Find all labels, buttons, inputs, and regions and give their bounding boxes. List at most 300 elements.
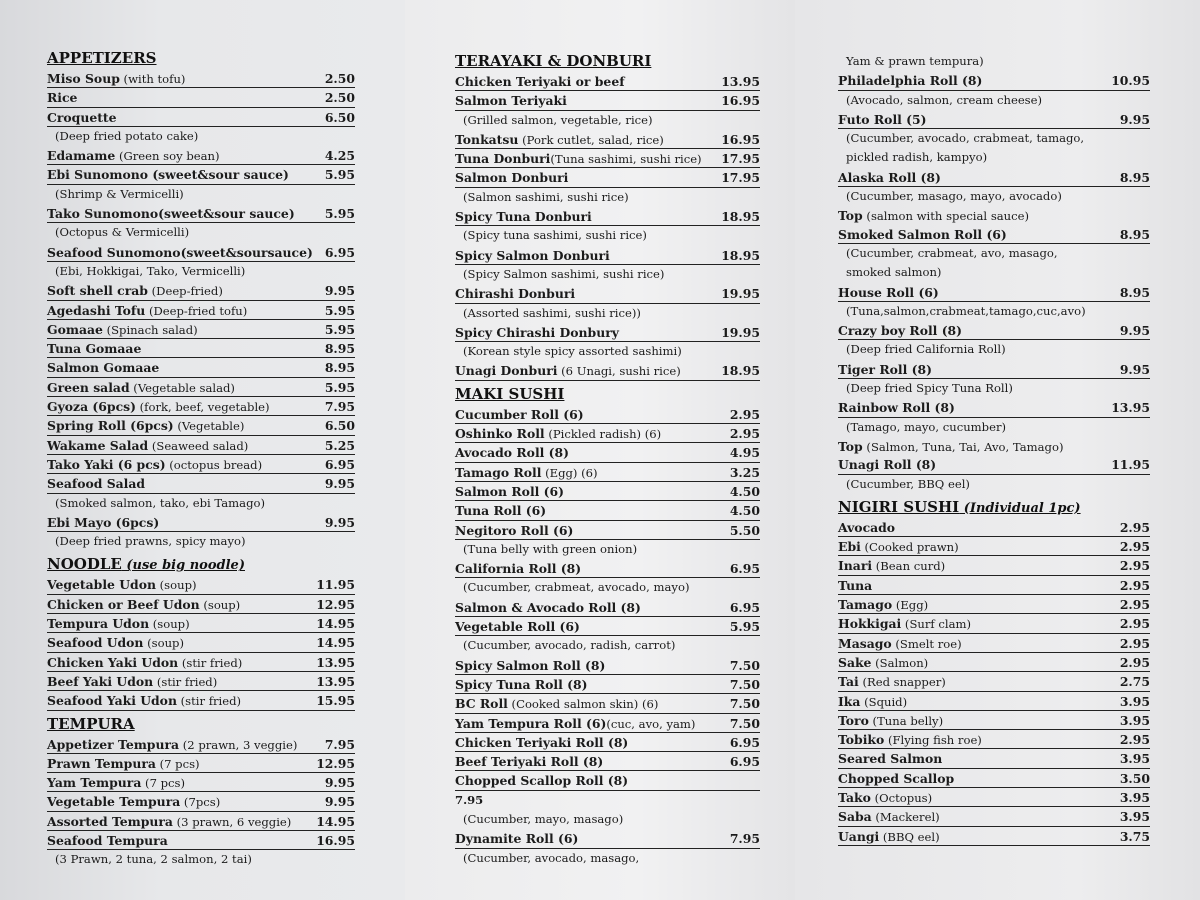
section-heading — [47, 713, 355, 735]
menu-item — [455, 130, 760, 149]
item-price: 18.95 — [721, 247, 760, 263]
item-detail: (Pickled radish) (6) — [544, 427, 662, 442]
item-price: 5.25 — [324, 437, 355, 453]
menu-item — [47, 243, 355, 262]
item-price: 14.95 — [316, 616, 355, 632]
menu-item — [838, 71, 1150, 90]
menu-item — [838, 672, 1150, 691]
menu-item — [838, 614, 1150, 633]
item-price: 16.95 — [721, 93, 760, 109]
item-name: Crazy boy Roll (8) — [838, 323, 963, 339]
item-name: Agedashi Tofu — [47, 302, 146, 318]
menu-item — [455, 771, 760, 790]
item-name: Tuna Donburi — [455, 151, 551, 167]
item-name: BC Roll — [455, 696, 508, 712]
item-detail: (Cooked prawn) — [860, 540, 959, 555]
menu-item — [455, 424, 760, 443]
item-price: 12.95 — [316, 755, 355, 771]
item-price: 2.95 — [1119, 616, 1150, 632]
item-detail: (Deep-fried tofu) — [145, 303, 248, 318]
menu-item — [838, 321, 1150, 340]
item-price: 16.95 — [316, 832, 355, 848]
item-detail: (Surf clam) — [901, 617, 972, 632]
item-name: Salmon Gomaae — [47, 360, 160, 376]
item-name: Futo Roll (5) — [838, 111, 927, 127]
section-heading — [47, 47, 355, 69]
menu-item — [455, 752, 760, 771]
item-name: Chicken Yaki Udon — [47, 654, 179, 670]
item-detail: (Seaweed salad) — [148, 438, 249, 453]
item-name: Seafood Salad — [47, 476, 146, 492]
item-name: Avocado — [838, 519, 896, 535]
item-price: 7.95 — [324, 399, 355, 415]
item-detail: (Deep-fried) — [147, 284, 223, 299]
menu-item — [838, 537, 1150, 556]
item-description: (3 Prawn, 2 tuna, 2 salmon, 2 tai) — [55, 852, 252, 867]
item-price: 8.95 — [1119, 284, 1150, 300]
item-price: 2.95 — [1119, 539, 1150, 555]
item-detail: (Tuna belly) — [868, 713, 944, 728]
item-name: Ebi Sunomono (sweet&sour sauce) — [47, 167, 289, 183]
item-description: (Grilled salmon, vegetable, rice) — [463, 112, 653, 127]
item-price: 13.95 — [1111, 400, 1150, 416]
item-price: 2.95 — [1119, 654, 1150, 670]
menu-item — [47, 614, 355, 633]
item-name: Rice — [47, 90, 78, 106]
item-detail: (2 prawn, 3 veggie) — [179, 737, 298, 752]
item-price: 19.95 — [721, 324, 760, 340]
item-price: 7.50 — [729, 696, 760, 712]
item-price: 13.95 — [721, 74, 760, 89]
section-heading — [47, 553, 355, 575]
item-description: 7.95 — [455, 792, 484, 807]
item-description: (Tamago, mayo, cucumber) — [846, 419, 1007, 434]
item-price: 18.95 — [721, 363, 760, 379]
item-detail: (Egg) — [892, 598, 929, 613]
item-name: Chicken or Beef Udon — [47, 596, 200, 612]
menu-item — [47, 339, 355, 358]
item-price: 7.50 — [729, 715, 760, 731]
menu-item — [47, 474, 355, 493]
item-price: 8.95 — [324, 360, 355, 376]
section-heading — [455, 383, 760, 405]
item-name: Salmon Roll (6) — [455, 483, 565, 499]
item-price: 2.95 — [1119, 635, 1150, 651]
item-name: Tai — [838, 674, 859, 690]
item-name: Seafood Yaki Udon — [47, 693, 177, 709]
item-description: (Deep fried California Roll) — [846, 342, 1006, 357]
item-name: Beef Yaki Udon — [47, 673, 154, 689]
item-price: 2.50 — [324, 90, 355, 106]
item-description: (Avocado, salmon, cream cheese) — [846, 92, 1043, 107]
menu-item — [47, 301, 355, 320]
menu-item — [47, 672, 355, 691]
item-price: 6.50 — [324, 109, 355, 125]
item-price: 4.50 — [729, 483, 760, 499]
item-price: 3.50 — [1119, 770, 1150, 786]
menu-item — [838, 634, 1150, 653]
item-price: 2.75 — [1119, 674, 1150, 690]
item-price: 17.95 — [721, 151, 760, 167]
item-name: Vegetable Roll (6) — [455, 619, 580, 635]
item-price: 4.50 — [729, 503, 760, 519]
menu-item — [47, 831, 355, 850]
item-detail: (stir fried) — [178, 655, 243, 670]
item-name: Philadelphia Roll (8) — [838, 73, 983, 89]
menu-item — [47, 455, 355, 474]
menu-item — [838, 283, 1150, 302]
item-price: 13.95 — [316, 654, 355, 670]
item-name: Tako Sunomono(sweet&sour sauce) — [47, 206, 295, 222]
section-title: MAKI SUSHI — [455, 384, 565, 403]
section-title: TEMPURA — [47, 714, 135, 733]
item-name: Miso Soup — [47, 71, 120, 86]
item-name: Chopped Scallop — [838, 770, 955, 786]
item-price: 2.95 — [1119, 519, 1150, 535]
item-price: 2.95 — [1119, 597, 1150, 613]
item-detail: (Flying fish roe) — [884, 733, 982, 748]
item-price: 2.95 — [1119, 577, 1150, 593]
menu-item — [47, 281, 355, 300]
menu-item — [47, 204, 355, 223]
item-name: Dynamite Roll (6) — [455, 831, 579, 847]
item-description: (Smoked salmon, tako, ebi Tamago) — [55, 495, 266, 510]
item-price: 4.25 — [324, 148, 355, 164]
item-description: (Deep fried potato cake) — [55, 128, 199, 143]
section-title: TERAYAKI & DONBURI — [455, 52, 652, 70]
menu-item — [455, 207, 760, 226]
item-price: 2.95 — [729, 426, 760, 442]
item-name: Appetizer Tempura — [47, 736, 180, 752]
item-price: 3.95 — [1119, 712, 1150, 728]
item-price: 12.95 — [316, 596, 355, 612]
item-price: 4.95 — [729, 445, 760, 461]
section-heading — [838, 496, 1150, 518]
menu-item — [838, 769, 1150, 788]
section-heading — [455, 50, 760, 72]
item-name: Gyoza (6pcs) — [47, 399, 136, 415]
menu-item — [47, 358, 355, 377]
item-detail: (Tuna sashimi, sushi rice) — [550, 152, 702, 167]
item-detail: (soup) — [143, 636, 185, 651]
item-description: smoked salmon) — [846, 265, 942, 280]
item-name: Seafood Sunomono(sweet&soursauce) — [47, 244, 313, 260]
item-description: (Cucumber, crabmeat, avo, masago, — [846, 245, 1058, 260]
menu-item — [455, 501, 760, 520]
item-name: Yam Tempura Roll (6) — [455, 715, 607, 731]
item-price: 14.95 — [316, 813, 355, 829]
item-price: 16.95 — [721, 131, 760, 147]
item-description: (Cucumber, avocado, radish, carrot) — [463, 638, 676, 653]
item-detail: (7pcs) — [180, 795, 221, 810]
item-name: Spicy Tuna Donburi — [455, 209, 592, 225]
item-name: Tiger Roll (8) — [838, 361, 932, 377]
item-price: 3.95 — [1119, 789, 1150, 805]
item-name: Cucumber Roll (6) — [455, 406, 584, 422]
item-name: Alaska Roll (8) — [838, 169, 941, 185]
item-detail: (fork, beef, vegetable) — [135, 400, 270, 415]
item-detail: (Vegetable) — [173, 419, 245, 434]
section-subtitle: (Individual 1pc) — [959, 500, 1081, 516]
item-name: Salmon Donburi — [455, 170, 569, 186]
item-name: Chirashi Donburi — [455, 286, 576, 302]
item-name: Saba — [838, 809, 872, 825]
item-price: 5.95 — [324, 167, 355, 183]
item-price: 2.50 — [324, 71, 355, 86]
item-price: 6.95 — [729, 599, 760, 615]
menu-item — [47, 812, 355, 831]
item-name: Tuna — [838, 577, 873, 593]
item-name: Smoked Salmon Roll (6) — [838, 226, 1007, 242]
item-price: 10.95 — [1111, 73, 1150, 89]
item-name: California Roll (8) — [455, 561, 582, 577]
menu-item — [47, 320, 355, 339]
item-price: 5.95 — [324, 379, 355, 395]
menu-item — [838, 518, 1150, 537]
item-detail: (Salmon) — [871, 655, 929, 670]
item-name: Assorted Tempura — [47, 813, 173, 829]
menu-item — [838, 595, 1150, 614]
item-detail: (stir fried) — [176, 694, 242, 709]
menu-item — [455, 361, 760, 380]
item-detail: (7 pcs) — [141, 776, 186, 791]
menu-item — [455, 463, 760, 482]
item-detail: (cuc, avo, yam) — [606, 716, 696, 731]
menu-item — [47, 792, 355, 811]
item-name: Edamame — [47, 148, 116, 164]
item-price: 2.95 — [729, 406, 760, 422]
menu-item — [838, 749, 1150, 768]
item-description: (Ebi, Hokkigai, Tako, Vermicelli) — [55, 263, 246, 278]
item-name: Gomaae — [47, 321, 103, 337]
menu-item — [838, 206, 1150, 224]
item-detail: (Green soy bean) — [115, 149, 220, 164]
item-detail: (Octopus) — [870, 790, 933, 805]
item-price: 15.95 — [316, 693, 355, 709]
item-price: 6.95 — [324, 456, 355, 472]
item-name: Spicy Chirashi Donbury — [455, 324, 619, 340]
item-detail: (7 pcs) — [155, 756, 200, 771]
menu-item — [47, 416, 355, 435]
item-description: Yam & prawn tempura) — [846, 54, 984, 68]
item-description: (Deep fried Spicy Tuna Roll) — [846, 381, 1013, 396]
item-price: 9.95 — [1119, 111, 1150, 127]
item-name: Negitoro Roll (6) — [455, 522, 574, 538]
item-name: Unagi Donburi — [455, 363, 558, 379]
menu-item — [47, 88, 355, 107]
item-name: Tobiko — [838, 732, 885, 748]
item-price: 14.95 — [316, 635, 355, 651]
item-name: Chopped Scallop Roll (8) — [455, 773, 629, 789]
menu-item — [47, 513, 355, 532]
menu-item — [838, 360, 1150, 379]
item-detail: (Red snapper) — [858, 675, 946, 690]
item-detail: (Bean curd) — [872, 559, 946, 574]
menu-column-1 — [47, 45, 355, 870]
item-description: (Salmon sashimi, sushi rice) — [463, 189, 629, 204]
menu-item — [455, 829, 760, 848]
item-price: 5.50 — [729, 522, 760, 538]
item-price: 9.95 — [324, 283, 355, 299]
item-price: 18.95 — [721, 209, 760, 225]
menu-item — [455, 656, 760, 675]
menu-item — [47, 575, 355, 594]
item-description: (Cucumber, crabmeat, avocado, mayo) — [463, 580, 690, 595]
item-name: Vegetable Udon — [47, 577, 156, 593]
item-detail: (Squid) — [860, 694, 908, 709]
menu-item — [838, 398, 1150, 417]
item-name: Salmon Teriyaki — [455, 93, 567, 109]
item-price: 9.95 — [324, 794, 355, 810]
menu-item — [838, 168, 1150, 187]
item-name: Vegetable Tempura — [47, 794, 181, 810]
menu-item — [838, 556, 1150, 575]
item-name: Masago — [838, 635, 892, 651]
item-name: Tamago Roll — [455, 464, 542, 480]
item-detail: (octopus bread) — [165, 457, 263, 472]
item-price: 5.95 — [729, 619, 760, 635]
menu-item — [455, 482, 760, 501]
item-price: 7.50 — [729, 657, 760, 673]
section-subtitle: (use big noodle) — [121, 558, 245, 574]
item-price: 2.95 — [1119, 732, 1150, 748]
item-price: 6.95 — [729, 754, 760, 770]
item-description: (Shrimp & Vermicelli) — [55, 186, 184, 201]
item-price: 13.95 — [316, 673, 355, 689]
item-name: Top — [838, 438, 863, 454]
item-description: (Assorted sashimi, sushi rice)) — [463, 305, 641, 320]
menu-item — [455, 91, 760, 110]
item-description: (Korean style spicy assorted sashimi) — [463, 344, 682, 359]
menu-item — [47, 633, 355, 652]
menu-item — [455, 246, 760, 265]
menu-column-3 — [838, 52, 1150, 846]
item-price: 5.95 — [324, 321, 355, 337]
item-name: Spicy Salmon Roll (8) — [455, 657, 606, 673]
item-price: 5.95 — [324, 206, 355, 222]
item-name: Tako Yaki (6 pcs) — [47, 456, 166, 472]
menu-item — [47, 69, 355, 88]
item-price: 7.95 — [729, 831, 760, 847]
item-price: 3.95 — [1119, 693, 1150, 709]
item-price: 19.95 — [721, 286, 760, 302]
item-name: Seared Salmon — [838, 751, 943, 767]
menu-item — [47, 754, 355, 773]
item-name: Soft shell crab — [47, 283, 148, 299]
menu-item — [47, 595, 355, 614]
item-name: Tonkatsu — [455, 131, 519, 147]
item-detail: (Vegetable salad) — [129, 380, 235, 395]
item-price: 3.95 — [1119, 751, 1150, 767]
menu-item — [47, 146, 355, 165]
item-detail: (Egg) (6) — [541, 465, 598, 480]
item-name: Top — [838, 208, 863, 224]
item-name: House Roll (6) — [838, 284, 939, 300]
menu-item — [838, 576, 1150, 595]
item-name: Wakame Salad — [47, 437, 149, 453]
item-name: Oshinko Roll — [455, 426, 545, 442]
menu-item — [838, 692, 1150, 711]
item-name: Hokkigai — [838, 616, 902, 632]
item-detail: (salmon with special sauce) — [862, 209, 1030, 224]
menu-item — [455, 694, 760, 713]
menu-item — [47, 691, 355, 710]
item-detail: (Cooked salmon skin) (6) — [507, 697, 659, 712]
menu-item — [838, 711, 1150, 730]
menu-item — [455, 521, 760, 540]
item-name: Chicken Teriyaki or beef — [455, 74, 625, 89]
menu-item — [47, 397, 355, 416]
item-price: 6.95 — [729, 734, 760, 750]
item-name: Prawn Tempura — [47, 755, 156, 771]
menu-item — [838, 827, 1150, 846]
item-name: Unagi Roll (8) — [838, 457, 937, 473]
item-description: (Cucumber, masago, mayo, avocado) — [846, 189, 1062, 204]
item-detail: (BBQ eel) — [879, 829, 940, 844]
menu-item — [47, 165, 355, 184]
menu-item — [455, 675, 760, 694]
menu-item — [455, 405, 760, 424]
item-description: (Cucumber, avocado, masago, — [463, 850, 640, 865]
menu-item — [47, 378, 355, 397]
menu-item — [455, 149, 760, 168]
menu-item — [455, 443, 760, 462]
menu-item — [47, 108, 355, 127]
menu-item — [47, 773, 355, 792]
item-name: Spring Roll (6pcs) — [47, 418, 174, 434]
item-price: 9.95 — [324, 514, 355, 530]
item-price: 8.95 — [1119, 226, 1150, 242]
section-title: APPETIZERS — [47, 49, 157, 67]
item-price: 7.50 — [729, 676, 760, 692]
menu-item — [47, 436, 355, 455]
item-detail: (Spinach salad) — [102, 322, 198, 337]
menu-item — [838, 110, 1150, 129]
item-detail: (Salmon, Tuna, Tai, Avo, Tamago) — [862, 439, 1064, 454]
menu-item — [455, 284, 760, 303]
menu-item — [455, 598, 760, 617]
item-description: (Cucumber, avocado, crabmeat, tamago, — [846, 131, 1085, 146]
item-price: 9.95 — [324, 476, 355, 492]
item-detail: (3 prawn, 6 veggie) — [172, 814, 292, 829]
item-price: 3.95 — [1119, 809, 1150, 825]
item-name: Rainbow Roll (8) — [838, 400, 955, 416]
menu-item — [838, 730, 1150, 749]
item-name: Ebi — [838, 539, 861, 555]
item-price: 8.95 — [324, 341, 355, 357]
item-name: Toro — [838, 712, 869, 728]
item-description: (Spicy tuna sashimi, sushi rice) — [463, 228, 647, 243]
item-price: 9.95 — [324, 775, 355, 791]
menu-item — [838, 653, 1150, 672]
item-name: Avocado Roll (8) — [455, 445, 570, 461]
item-description: (Octopus & Vermicelli) — [55, 225, 190, 240]
menu-item — [838, 788, 1150, 807]
menu-item — [455, 559, 760, 578]
section-title: NIGIRI SUSHI — [838, 497, 960, 516]
menu-item — [455, 714, 760, 733]
item-detail: (Pork cutlet, salad, rice) — [518, 132, 664, 147]
item-price: 11.95 — [316, 577, 355, 593]
section-title: NOODLE — [47, 555, 122, 574]
item-price: 9.95 — [1119, 361, 1150, 377]
item-price: 3.25 — [729, 464, 760, 480]
item-detail: (stir fried) — [153, 674, 218, 689]
menu-item — [455, 168, 760, 187]
item-description: (Spicy Salmon sashimi, sushi rice) — [463, 266, 665, 281]
item-detail: (Smelt roe) — [891, 636, 962, 651]
item-name: Seafood Tempura — [47, 832, 168, 848]
